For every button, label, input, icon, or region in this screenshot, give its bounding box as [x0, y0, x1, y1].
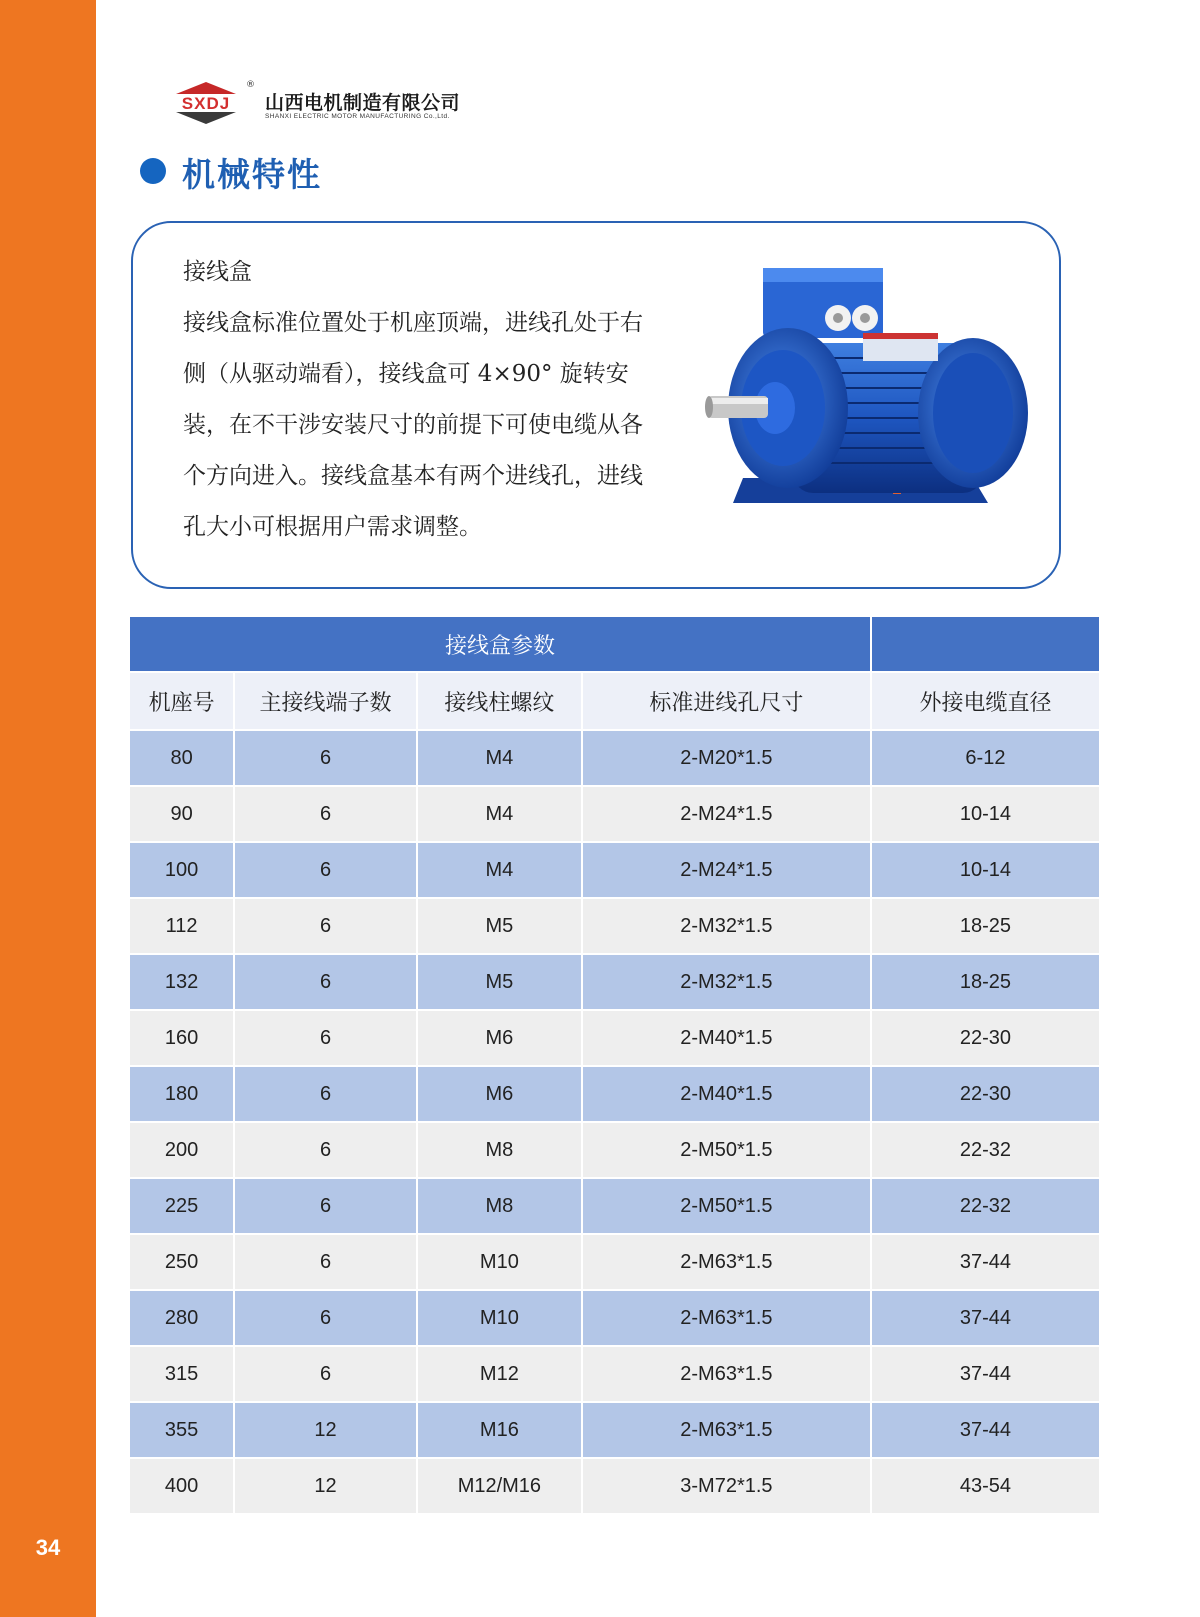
table-cell: 2-M24*1.5 [583, 843, 870, 899]
electric-motor-image [703, 263, 1033, 533]
table-cell: 100 [130, 843, 233, 899]
table-cell: 6 [235, 787, 416, 843]
table-cell: 200 [130, 1123, 233, 1179]
card-heading: 接线盒 [183, 259, 252, 285]
table-cell: 2-M24*1.5 [583, 787, 870, 843]
table-cell: 10-14 [872, 787, 1099, 843]
terminal-box-parameters-table [130, 617, 1103, 1515]
card-line: 侧（从驱动端看），接线盒可 4×90° 旋转安 [183, 361, 629, 387]
table-cell: 6 [235, 1347, 416, 1403]
table-row [130, 1067, 1099, 1123]
table-cell: 400 [130, 1459, 233, 1515]
table-cell: M6 [418, 1011, 581, 1067]
sxdj-logo-mark [170, 80, 242, 126]
table-row [130, 843, 1099, 899]
table-cell: 6 [235, 731, 416, 787]
table-cell: M8 [418, 1123, 581, 1179]
card-line: 装，在不干涉安装尺寸的前提下可使电缆从各 [183, 412, 643, 438]
column-header: 标准进线孔尺寸 [583, 673, 870, 731]
table-cell: 2-M40*1.5 [583, 1011, 870, 1067]
section-title: 机械特性 [182, 155, 322, 194]
table-cell: 18-25 [872, 899, 1099, 955]
table-cell: 2-M63*1.5 [583, 1291, 870, 1347]
table-cell: M10 [418, 1291, 581, 1347]
table-cell: 6 [235, 955, 416, 1011]
table-cell: M12 [418, 1347, 581, 1403]
table-cell: 355 [130, 1403, 233, 1459]
table-cell: 6 [235, 1235, 416, 1291]
table-row [130, 1403, 1099, 1459]
table-cell: 22-30 [872, 1011, 1099, 1067]
table-group-header-blank [872, 617, 1099, 673]
table-cell: 43-54 [872, 1459, 1099, 1515]
column-header: 外接电缆直径 [872, 673, 1099, 731]
table-cell: 2-M40*1.5 [583, 1067, 870, 1123]
table-cell: 10-14 [872, 843, 1099, 899]
table-cell: 160 [130, 1011, 233, 1067]
registered-mark: ® [246, 80, 255, 90]
table-cell: 180 [130, 1067, 233, 1123]
terminal-box-info-card [131, 221, 1061, 589]
card-description [183, 298, 683, 553]
table-cell: 132 [130, 955, 233, 1011]
table-cell: 315 [130, 1347, 233, 1403]
table-cell: 6 [235, 1067, 416, 1123]
table-cell: 80 [130, 731, 233, 787]
table-cell: 2-M50*1.5 [583, 1179, 870, 1235]
table-cell: 6 [235, 1011, 416, 1067]
table-cell: 6-12 [872, 731, 1099, 787]
table-cell: 225 [130, 1179, 233, 1235]
table-cell: 37-44 [872, 1235, 1099, 1291]
table-cell: 2-M63*1.5 [583, 1347, 870, 1403]
table-cell: 250 [130, 1235, 233, 1291]
table-row [130, 1123, 1099, 1179]
table-cell: 2-M50*1.5 [583, 1123, 870, 1179]
section-bullet-icon [140, 158, 166, 184]
table-cell: 2-M32*1.5 [583, 899, 870, 955]
table-cell: M4 [418, 787, 581, 843]
column-header: 接线柱螺纹 [418, 673, 581, 731]
table-row [130, 787, 1099, 843]
table-cell: M5 [418, 955, 581, 1011]
page-number: 34 [35, 1535, 61, 1560]
table-cell: 18-25 [872, 955, 1099, 1011]
table-row [130, 1235, 1099, 1291]
table-cell: 37-44 [872, 1291, 1099, 1347]
table-row [130, 1179, 1099, 1235]
table-row [130, 1291, 1099, 1347]
card-line: 接线盒标准位置处于机座顶端，进线孔处于右 [183, 310, 643, 336]
table-row [130, 1347, 1099, 1403]
table-cell: 6 [235, 1291, 416, 1347]
table-cell: 3-M72*1.5 [583, 1459, 870, 1515]
column-header: 机座号 [130, 673, 233, 731]
table-row [130, 899, 1099, 955]
table-cell: 37-44 [872, 1347, 1099, 1403]
table-cell: 112 [130, 899, 233, 955]
table-cell: 6 [235, 899, 416, 955]
table-cell: 6 [235, 843, 416, 899]
table-cell: 12 [235, 1403, 416, 1459]
table-row [130, 955, 1099, 1011]
table-cell: 22-32 [872, 1123, 1099, 1179]
table-cell: M6 [418, 1067, 581, 1123]
table-cell: M12/M16 [418, 1459, 581, 1515]
table-cell: 12 [235, 1459, 416, 1515]
logo-mark-text: SXDJ [181, 94, 231, 113]
table-cell: 6 [235, 1179, 416, 1235]
table-row [130, 1459, 1099, 1515]
table-cell: 22-32 [872, 1179, 1099, 1235]
table-cell: 22-30 [872, 1067, 1099, 1123]
table-cell: 2-M63*1.5 [583, 1235, 870, 1291]
table-cell: M4 [418, 731, 581, 787]
company-name-en: SHANXI ELECTRIC MOTOR MANUFACTURING Co.,Ltd. [265, 113, 450, 120]
table-group-header: 接线盒参数 [130, 617, 870, 673]
table-cell: 37-44 [872, 1403, 1099, 1459]
table-cell: 2-M20*1.5 [583, 731, 870, 787]
table-cell: 280 [130, 1291, 233, 1347]
table-cell: 6 [235, 1123, 416, 1179]
company-logo [170, 80, 470, 130]
company-name-cn: 山西电机制造有限公司 [265, 92, 461, 114]
card-line: 个方向进入。接线盒基本有两个进线孔，进线 [183, 463, 643, 489]
column-header: 主接线端子数 [235, 673, 416, 731]
table-cell: 90 [130, 787, 233, 843]
table-cell: 2-M63*1.5 [583, 1403, 870, 1459]
table-row [130, 1011, 1099, 1067]
table-cell: M16 [418, 1403, 581, 1459]
table-row [130, 731, 1099, 787]
card-line: 孔大小可根据用户需求调整。 [183, 514, 482, 540]
table-cell: M4 [418, 843, 581, 899]
table-cell: M5 [418, 899, 581, 955]
table-cell: M10 [418, 1235, 581, 1291]
table-cell: M8 [418, 1179, 581, 1235]
side-stripe [0, 0, 96, 1617]
table-cell: 2-M32*1.5 [583, 955, 870, 1011]
